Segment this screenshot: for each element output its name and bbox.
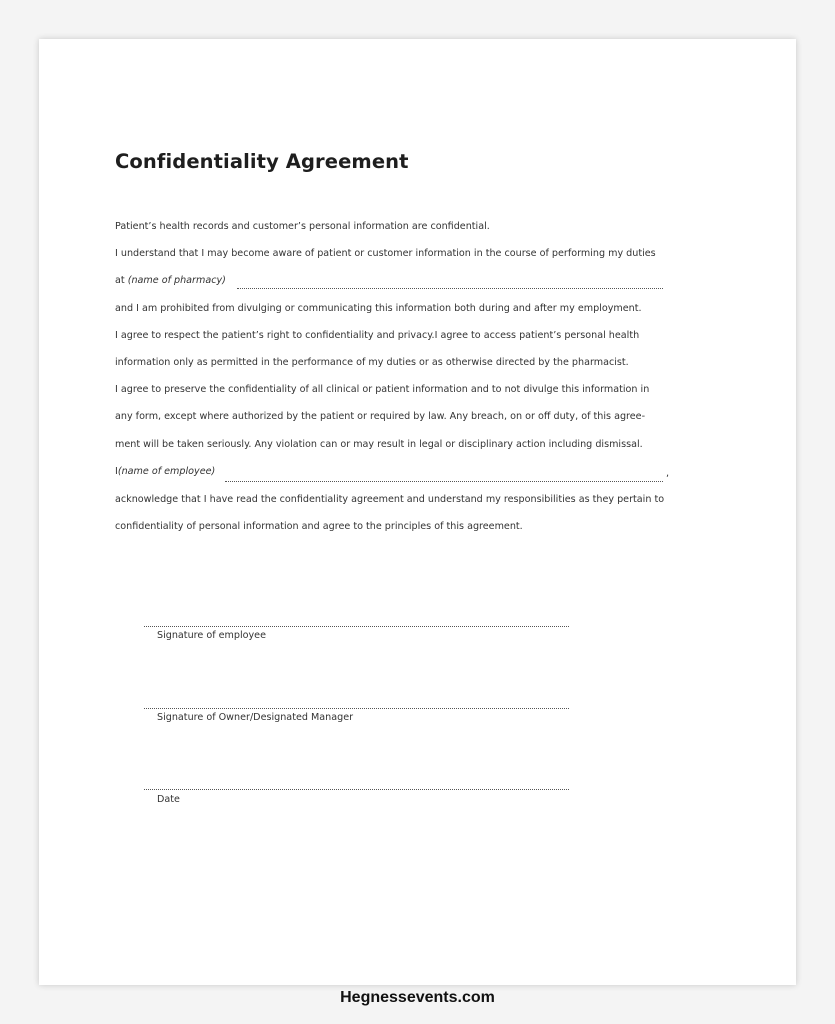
pharmacy-placeholder: (name of pharmacy)	[127, 275, 226, 286]
body-line-3	[115, 275, 226, 287]
body-line-11: acknowledge that I have read the confidentiality agreement and understand my responsibilities as they pertain to	[115, 494, 665, 505]
body-line-9: ment will be taken seriously. Any violation can or may result in legal or disciplinary action including dismissal.	[115, 439, 643, 450]
date-label: Date	[157, 794, 180, 805]
manager-signature-label: Signature of Owner/Designated Manager	[157, 712, 354, 723]
employee-signature-line[interactable]	[144, 626, 569, 627]
document-title: Confidentiality Agreement	[115, 150, 409, 173]
employee-signature-label: Signature of employee	[157, 630, 266, 641]
body-line-7: I agree to preserve the confidentiality of all clinical or patient information and to not divulge this information in	[115, 384, 650, 395]
comma: ,	[666, 468, 670, 479]
site-watermark: Hegnessevents.com	[340, 989, 495, 1006]
body-line-1: Patient’s health records and customer’s personal information are confidential.	[115, 221, 490, 232]
at-label: at	[115, 275, 125, 286]
body-line-2: I understand that I may become aware of patient or customer information in the course of performing my duties	[115, 248, 656, 259]
body-line-6: information only as permitted in the performance of my duties or as otherwise directed by the pharmacist.	[115, 357, 629, 368]
body-line-12: confidentiality of personal information and agree to the principles of this agreement.	[115, 521, 523, 532]
employee-name-field[interactable]	[225, 481, 663, 482]
body-line-4: and I am prohibited from divulging or communicating this information both during and after my employment.	[115, 303, 642, 314]
employee-placeholder: (name of employee)	[117, 466, 216, 477]
body-line-5: I agree to respect the patient’s right to confidentiality and privacy.I agree to access patient’s personal health	[115, 330, 640, 341]
manager-signature-line[interactable]	[144, 708, 569, 709]
body-line-8: any form, except where authorized by the patient or required by law. Any breach, on or off duty, of this agree-	[115, 411, 646, 422]
pharmacy-name-field[interactable]	[237, 288, 663, 289]
body-line-10	[115, 466, 215, 478]
i-label: I	[115, 466, 118, 477]
document-page	[39, 39, 796, 985]
date-line[interactable]	[144, 789, 569, 790]
